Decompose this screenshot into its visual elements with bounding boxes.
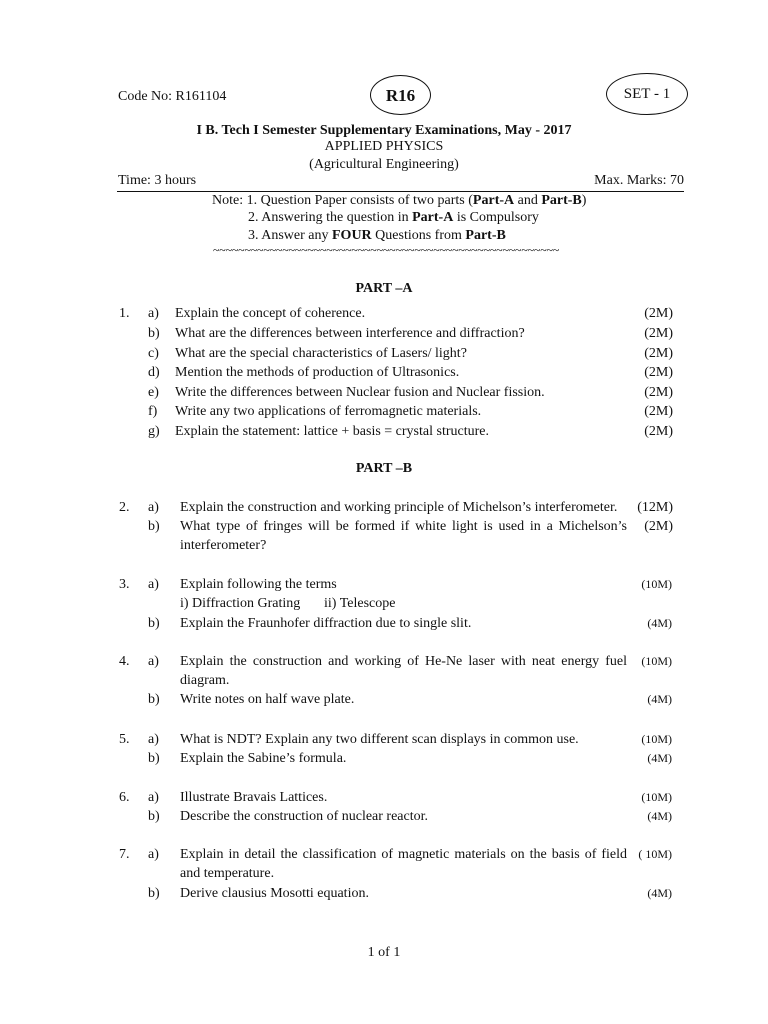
part-b-heading: PART –B	[355, 461, 413, 476]
part-a-heading: PART –A	[355, 281, 413, 296]
set-badge	[606, 73, 688, 115]
branch-title: (Agricultural Engineering)	[309, 157, 459, 172]
question-number: 1.	[119, 306, 130, 321]
exam-paper: Code No: R161104 R16 SET - 1 I B. Tech I Semester Supplementary Examinations, May - 2017 APPLIED PHYSICS (Agricultural Engineering) Time: 3 hours Max. Marks: 70 Note: 1. Question Paper consists of two parts (Part-A and Part-B) 2. Answering the question in Part-A is Compulsory 3. Answer any FOUR Questions from Part-B ~~~~~~~~~~~~~~~~~~~~~~~~~~~~~~~~~~~~~~~~~~~~~~~~~~~~~~~ PART –A 1. a) Explain the concept of coherence. (2M) b) What are the differences between interference and diffraction? (2M) c) What are the special characteristics of Lasers/ light? (2M) d) Mention the methods of production of Ultrasonics. (2M) e) Write the differences between Nuclear fusion and Nuclear fission. (2M) f) Write any two applications of ferromagnetic materials. (2M) g) Explain the statement: lattice + basis = crystal structure. (2M) PART –B 2. a) Explain the construction and working principle of Michelson’s interferometer. (12M) b) What type of fringes will be formed if white light is used in a Michelson’s interferometer? (2M) 3. a) Explain following the terms (10M) i) Diffraction Grating ii) Telescope b) Explain the Fraunhofer diffraction due to single slit. (4M) 4. a) Explain the construction and working of He-Ne laser with neat energy fuel diagram. (10M) b) Write notes on half wave plate. (4M) 5. a) What is NDT? Explain any two different scan displays in common use. (10M) b) Explain the Sabine’s formula. (4M) 6. a) Illustrate Bravais Lattices. (10M) b) Describe the construction of nuclear reactor. (4M) 7. a) Explain in detail the classification of magnetic materials on the basis of field and temperature. ( 10M) b) Derive clausius Mosotti equation. (4M) 1 of 1	[0, 0, 768, 1024]
exam-title: I B. Tech I Semester Supplementary Examinations, May - 2017	[196, 123, 572, 138]
note-line-3: 3. Answer any FOUR Questions from Part-B	[248, 228, 506, 243]
note-line-1: Note: 1. Question Paper consists of two parts (Part-A and Part-B)	[212, 193, 587, 208]
regulation-label: R16	[385, 85, 416, 105]
regulation-badge	[370, 75, 431, 115]
note-line-2: 2. Answering the question in Part-A is Compulsory	[248, 210, 539, 225]
set-label: SET - 1	[623, 85, 671, 102]
page-number: 1 of 1	[367, 945, 401, 960]
time-label: Time: 3 hours	[118, 173, 197, 188]
max-marks-label: Max. Marks: 70	[594, 173, 684, 188]
code-number: Code No: R161104	[118, 89, 227, 104]
subject-title: APPLIED PHYSICS	[324, 139, 444, 154]
tilde-separator: ~~~~~~~~~~~~~~~~~~~~~~~~~~~~~~~~~~~~~~~~~~~~~~~~~~~~~~~	[213, 243, 560, 257]
